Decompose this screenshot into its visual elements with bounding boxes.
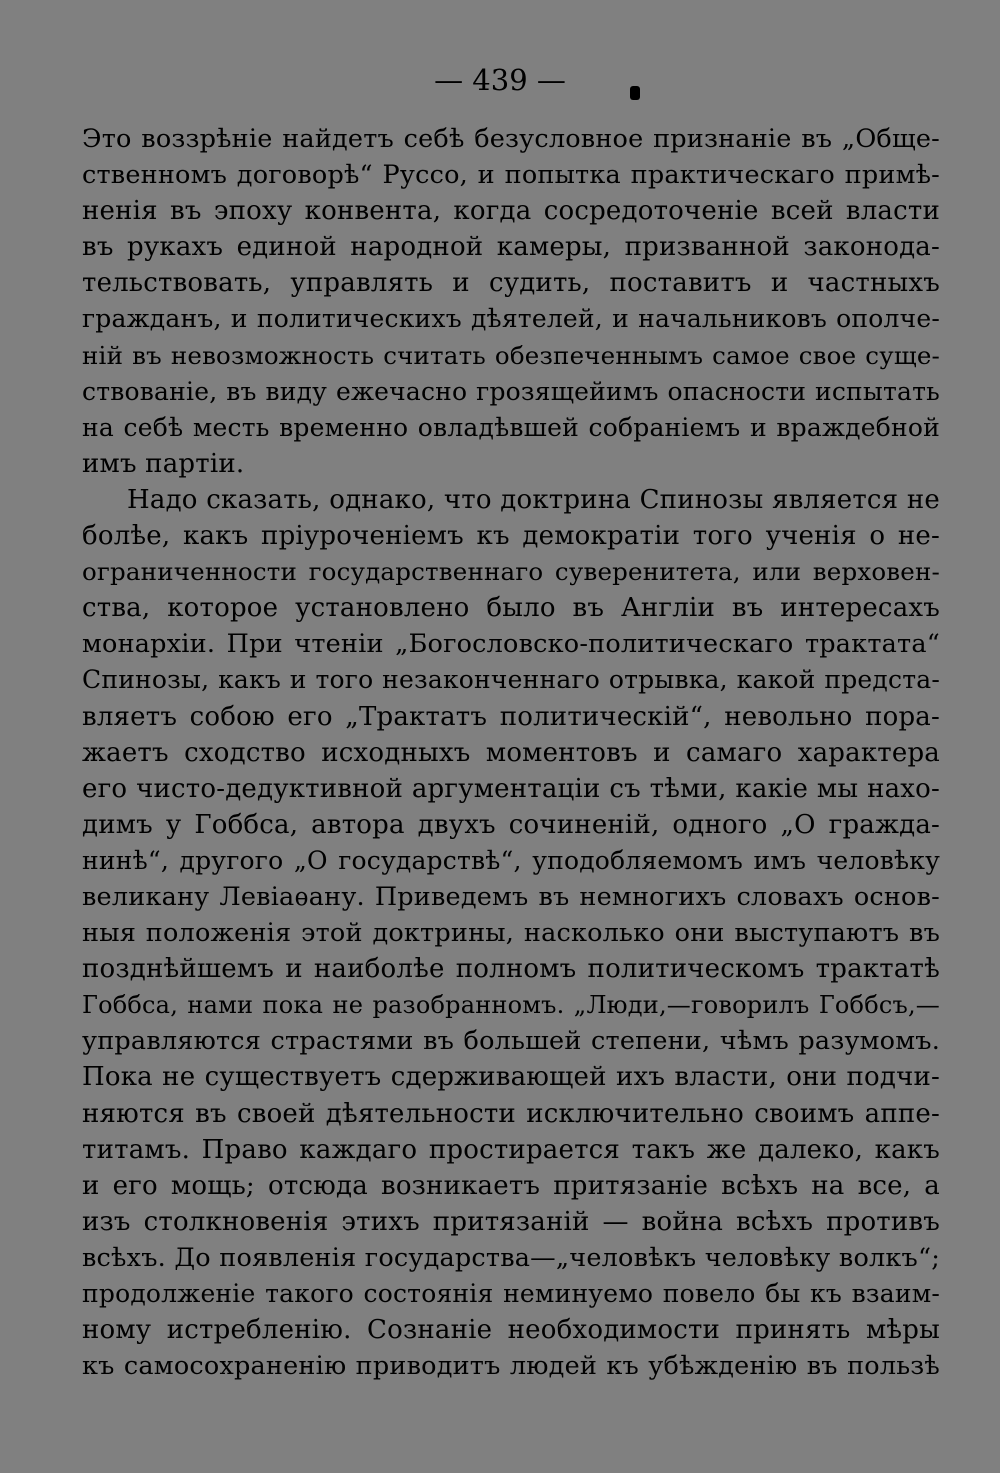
ink-blot <box>630 86 640 100</box>
text-line: Надо сказать, однако, что доктрина Спинозы является не <box>127 484 940 515</box>
text-line: къ самосохраненію приводитъ людей къ убѣжденію въ пользѣ <box>82 1351 940 1382</box>
text-line: жаетъ сходство исходныхъ моментовъ и самаго характера <box>82 737 940 768</box>
text-line: ній въ невозможность считать обезпеченнымъ самое свое суще- <box>82 340 940 370</box>
text-line: позднѣйшемъ и наиболѣе полномъ политическомъ трактатѣ <box>82 954 940 985</box>
body-text <box>82 121 940 1384</box>
text-line: на себѣ месть временно овладѣвшей собраніемъ и враждебной <box>82 412 940 442</box>
text-line: въ рукахъ единой народной камеры, призванной законода- <box>82 232 940 263</box>
text-line: и его мощь; отсюда возникаетъ притязаніе всѣхъ на все, а <box>82 1170 940 1201</box>
text-line: няются въ своей дѣятельности исключительно своимъ аппе- <box>82 1098 940 1129</box>
text-line: великану Левіаѳану. Приведемъ въ немногихъ словахъ основ- <box>82 881 940 912</box>
text-line: Пока не существуетъ сдерживающей ихъ власти, они подчи- <box>82 1062 940 1093</box>
text-line: изъ столкновенія этихъ притязаній — война всѣхъ противъ <box>82 1206 940 1237</box>
text-line: имъ партіи. <box>82 448 245 479</box>
paragraph-1 <box>82 121 940 482</box>
text-line: вляетъ собою его „Трактатъ политическій“, невольно пора- <box>82 701 940 732</box>
text-line: ственномъ договорѣ“ Руссо, и попытка практическаго примѣ- <box>82 160 940 191</box>
text-line: болѣе, какъ пріуроченіемъ къ демократіи того ученія о не- <box>82 521 940 552</box>
text-line: ствованіе, въ виду ежечасно грозящейимъ опасности испытать <box>82 376 940 406</box>
text-line: гражданъ, и политическихъ дѣятелей, и начальниковъ ополче- <box>82 304 940 334</box>
text-line: ному истребленію. Сознаніе необходимости принять мѣры <box>82 1315 940 1346</box>
page-number: — 439 — <box>434 63 566 97</box>
text-line: всѣхъ. До появленія государства—„человѣкъ человѣку волкъ“; <box>82 1242 940 1273</box>
text-line: ныя положенія этой доктрины, насколько они выступаютъ въ <box>82 918 940 949</box>
text-line: продолженіе такого состоянія неминуемо повело бы къ взаим- <box>82 1279 940 1308</box>
text-line: ограниченности государственнаго суверенитета, или верховен- <box>82 557 940 587</box>
text-line: Гоббса, нами пока не разобранномъ. „Люди,—говорилъ Гоббсъ,— <box>82 991 940 1020</box>
text-line: монархіи. При чтеніи „Богословско-политическаго трактата“ <box>82 629 940 660</box>
text-line: ства, которое установлено было въ Англіи въ интересахъ <box>82 593 940 624</box>
text-line: его чисто-дедуктивной аргументаціи съ тѣми, какіе мы нахо- <box>82 773 940 804</box>
text-line: Это воззрѣніе найдетъ себѣ безусловное признаніе въ „Обще- <box>82 124 940 154</box>
text-line: управляются страстями въ большей степени, чѣмъ разумомъ. <box>82 1026 940 1057</box>
text-line: тельствовать, управлять и судить, поставитъ и частныхъ <box>82 268 940 299</box>
text-line: ненія въ эпоху конвента, когда сосредоточеніе всей власти <box>82 196 940 227</box>
text-line: титамъ. Право каждаго простирается такъ же далеко, какъ <box>82 1134 940 1165</box>
text-line: Спинозы, какъ и того незаконченнаго отрывка, какой предста- <box>82 665 940 695</box>
text-line: димъ у Гоббса, автора двухъ сочиненій, одного „О гражда- <box>82 809 940 840</box>
paragraph-2 <box>82 482 940 1384</box>
text-line: нинѣ“, другого „О государствѣ“, уподобляемомъ имъ человѣку <box>82 845 940 875</box>
